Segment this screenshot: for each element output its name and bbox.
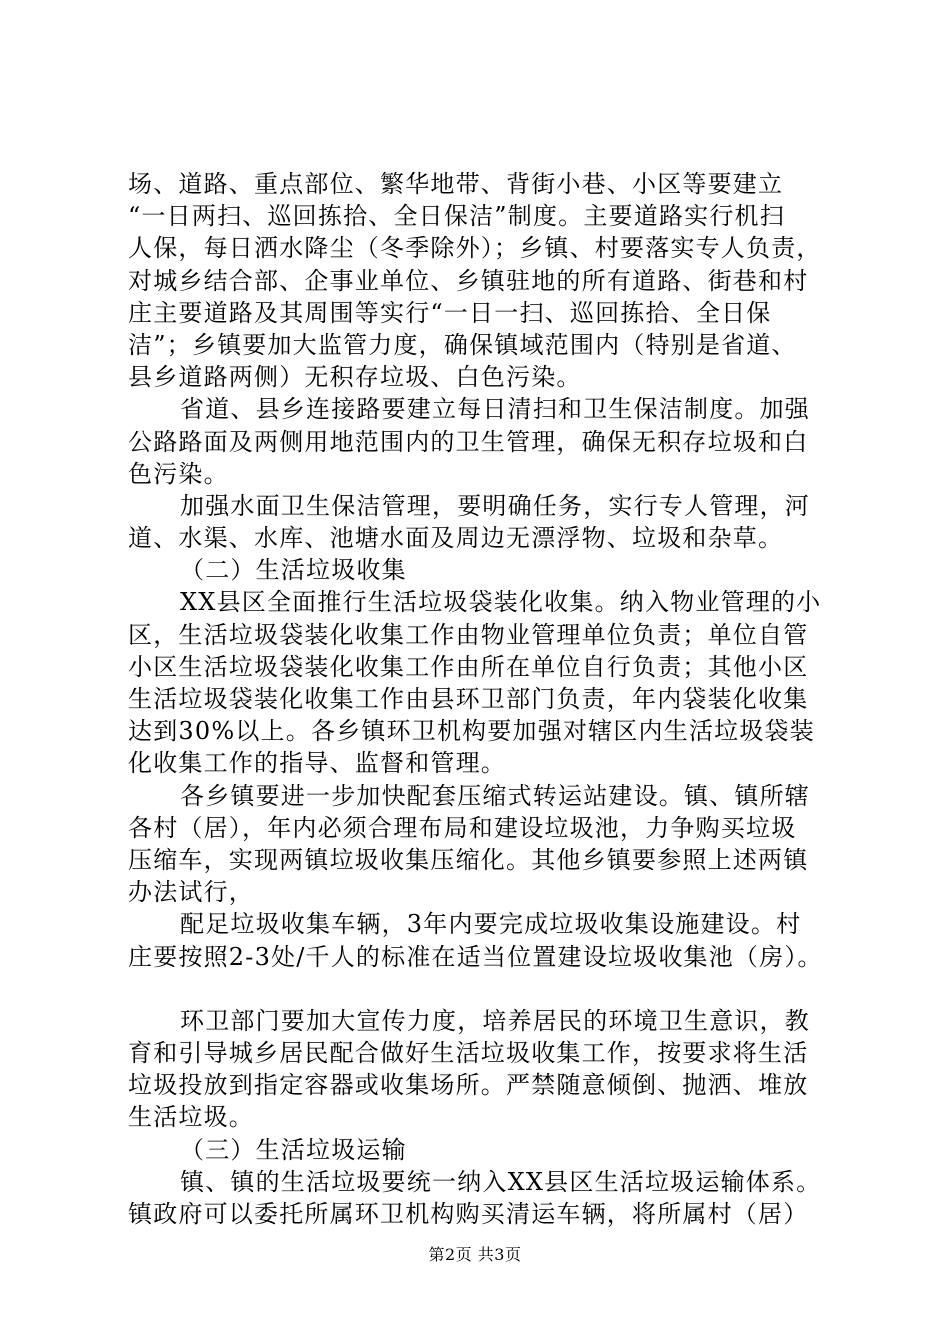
text-line: “一日两扫、巡回拣拾、全日保洁”制度。主要道路实行机扫: [128, 202, 785, 231]
paragraph-start-line: 各乡镇要进一步加快配套压缩式转运站建设。镇、镇所辖: [180, 781, 810, 810]
text-line: 道、水渠、水库、池塘水面及周边无漂浮物、垃圾和杂草。: [128, 524, 784, 553]
text-line: 场、道路、重点部位、繁华地带、背街小巷、小区等要建立: [128, 170, 784, 198]
text-line: 洁”；乡镇要加大监管力度，确保镇域范围内（特别是省道、: [128, 330, 797, 359]
text-line: 育和引导城乡居民配合做好生活垃圾收集工作，按要求将生活: [128, 1039, 809, 1068]
text-line: 办法试行，: [128, 878, 254, 907]
paragraph-start-line: 环卫部门要加大宣传力度，培养居民的环境卫生意识，教: [180, 1006, 810, 1035]
text-line: 县乡道路两侧）无积存垃圾、白色污染。: [128, 363, 582, 392]
paragraph-start-line: 省道、县乡连接路要建立每日清扫和卫生保洁制度。加强: [180, 395, 810, 424]
paragraph-start-line: 镇、镇的生活垃圾要统一纳入XX县区生活垃圾运输体系。: [180, 1167, 822, 1196]
text-line: 人保，每日洒水降尘（冬季除外）；乡镇、村要落实专人负责，: [128, 234, 822, 263]
paragraph-start-line: 加强水面卫生保洁管理，要明确任务，实行专人管理，河: [180, 491, 810, 520]
page-number-footer: 第2页 共3页: [428, 1245, 522, 1264]
text-line: 各村（居），年内必须合理布局和建设垃圾池，力争购买垃圾: [128, 813, 797, 842]
text-line: 压缩车，实现两镇垃圾收集压缩化。其他乡镇要参照上述两镇: [128, 845, 809, 874]
paragraph-start-line: XX县区全面推行生活垃圾袋装化收集。纳入物业管理的小: [180, 588, 822, 617]
text-line: 垃圾投放到指定容器或收集场所。严禁随意倾倒、抛洒、堆放: [128, 1071, 809, 1100]
document-body: [128, 168, 848, 1230]
text-line: 色污染。: [128, 459, 229, 488]
text-line: 生活垃圾。: [128, 1103, 254, 1132]
section-heading-3: （三）生活垃圾运输: [180, 1135, 407, 1164]
blank-line: [128, 973, 848, 1005]
paragraph-start-line: 配足垃圾收集车辆，3年内要完成垃圾收集设施建设。村: [180, 910, 802, 939]
text-line: 生活垃圾袋装化收集工作由县环卫部门负责，年内袋装化收集: [128, 685, 809, 713]
text-line: 小区生活垃圾袋装化收集工作由所在单位自行负责；其他小区: [128, 652, 809, 681]
section-heading-2: （二）生活垃圾收集: [180, 556, 407, 585]
text-line: 庄主要道路及其周围等实行“一日一扫、巡回拣拾、全日保: [128, 298, 772, 327]
text-line: 庄要按照2-3处/千人的标准在适当位置建设垃圾收集池（房）。: [128, 942, 823, 971]
text-line: 区，生活垃圾袋装化收集工作由物业管理单位负责；单位自管: [128, 620, 809, 649]
text-line: 对城乡结合部、企事业单位、乡镇驻地的所有道路、街巷和村: [128, 266, 809, 295]
text-line: 达到30%以上。各乡镇环卫机构要加强对辖区内生活垃圾袋装: [128, 717, 815, 746]
text-line: 化收集工作的指导、监督和管理。: [128, 749, 506, 778]
text-line: 公路路面及两侧用地范围内的卫生管理，确保无积存垃圾和白: [128, 427, 809, 456]
text-line: 镇政府可以委托所属环卫机构购买清运车辆，将所属村（居）: [128, 1200, 809, 1228]
